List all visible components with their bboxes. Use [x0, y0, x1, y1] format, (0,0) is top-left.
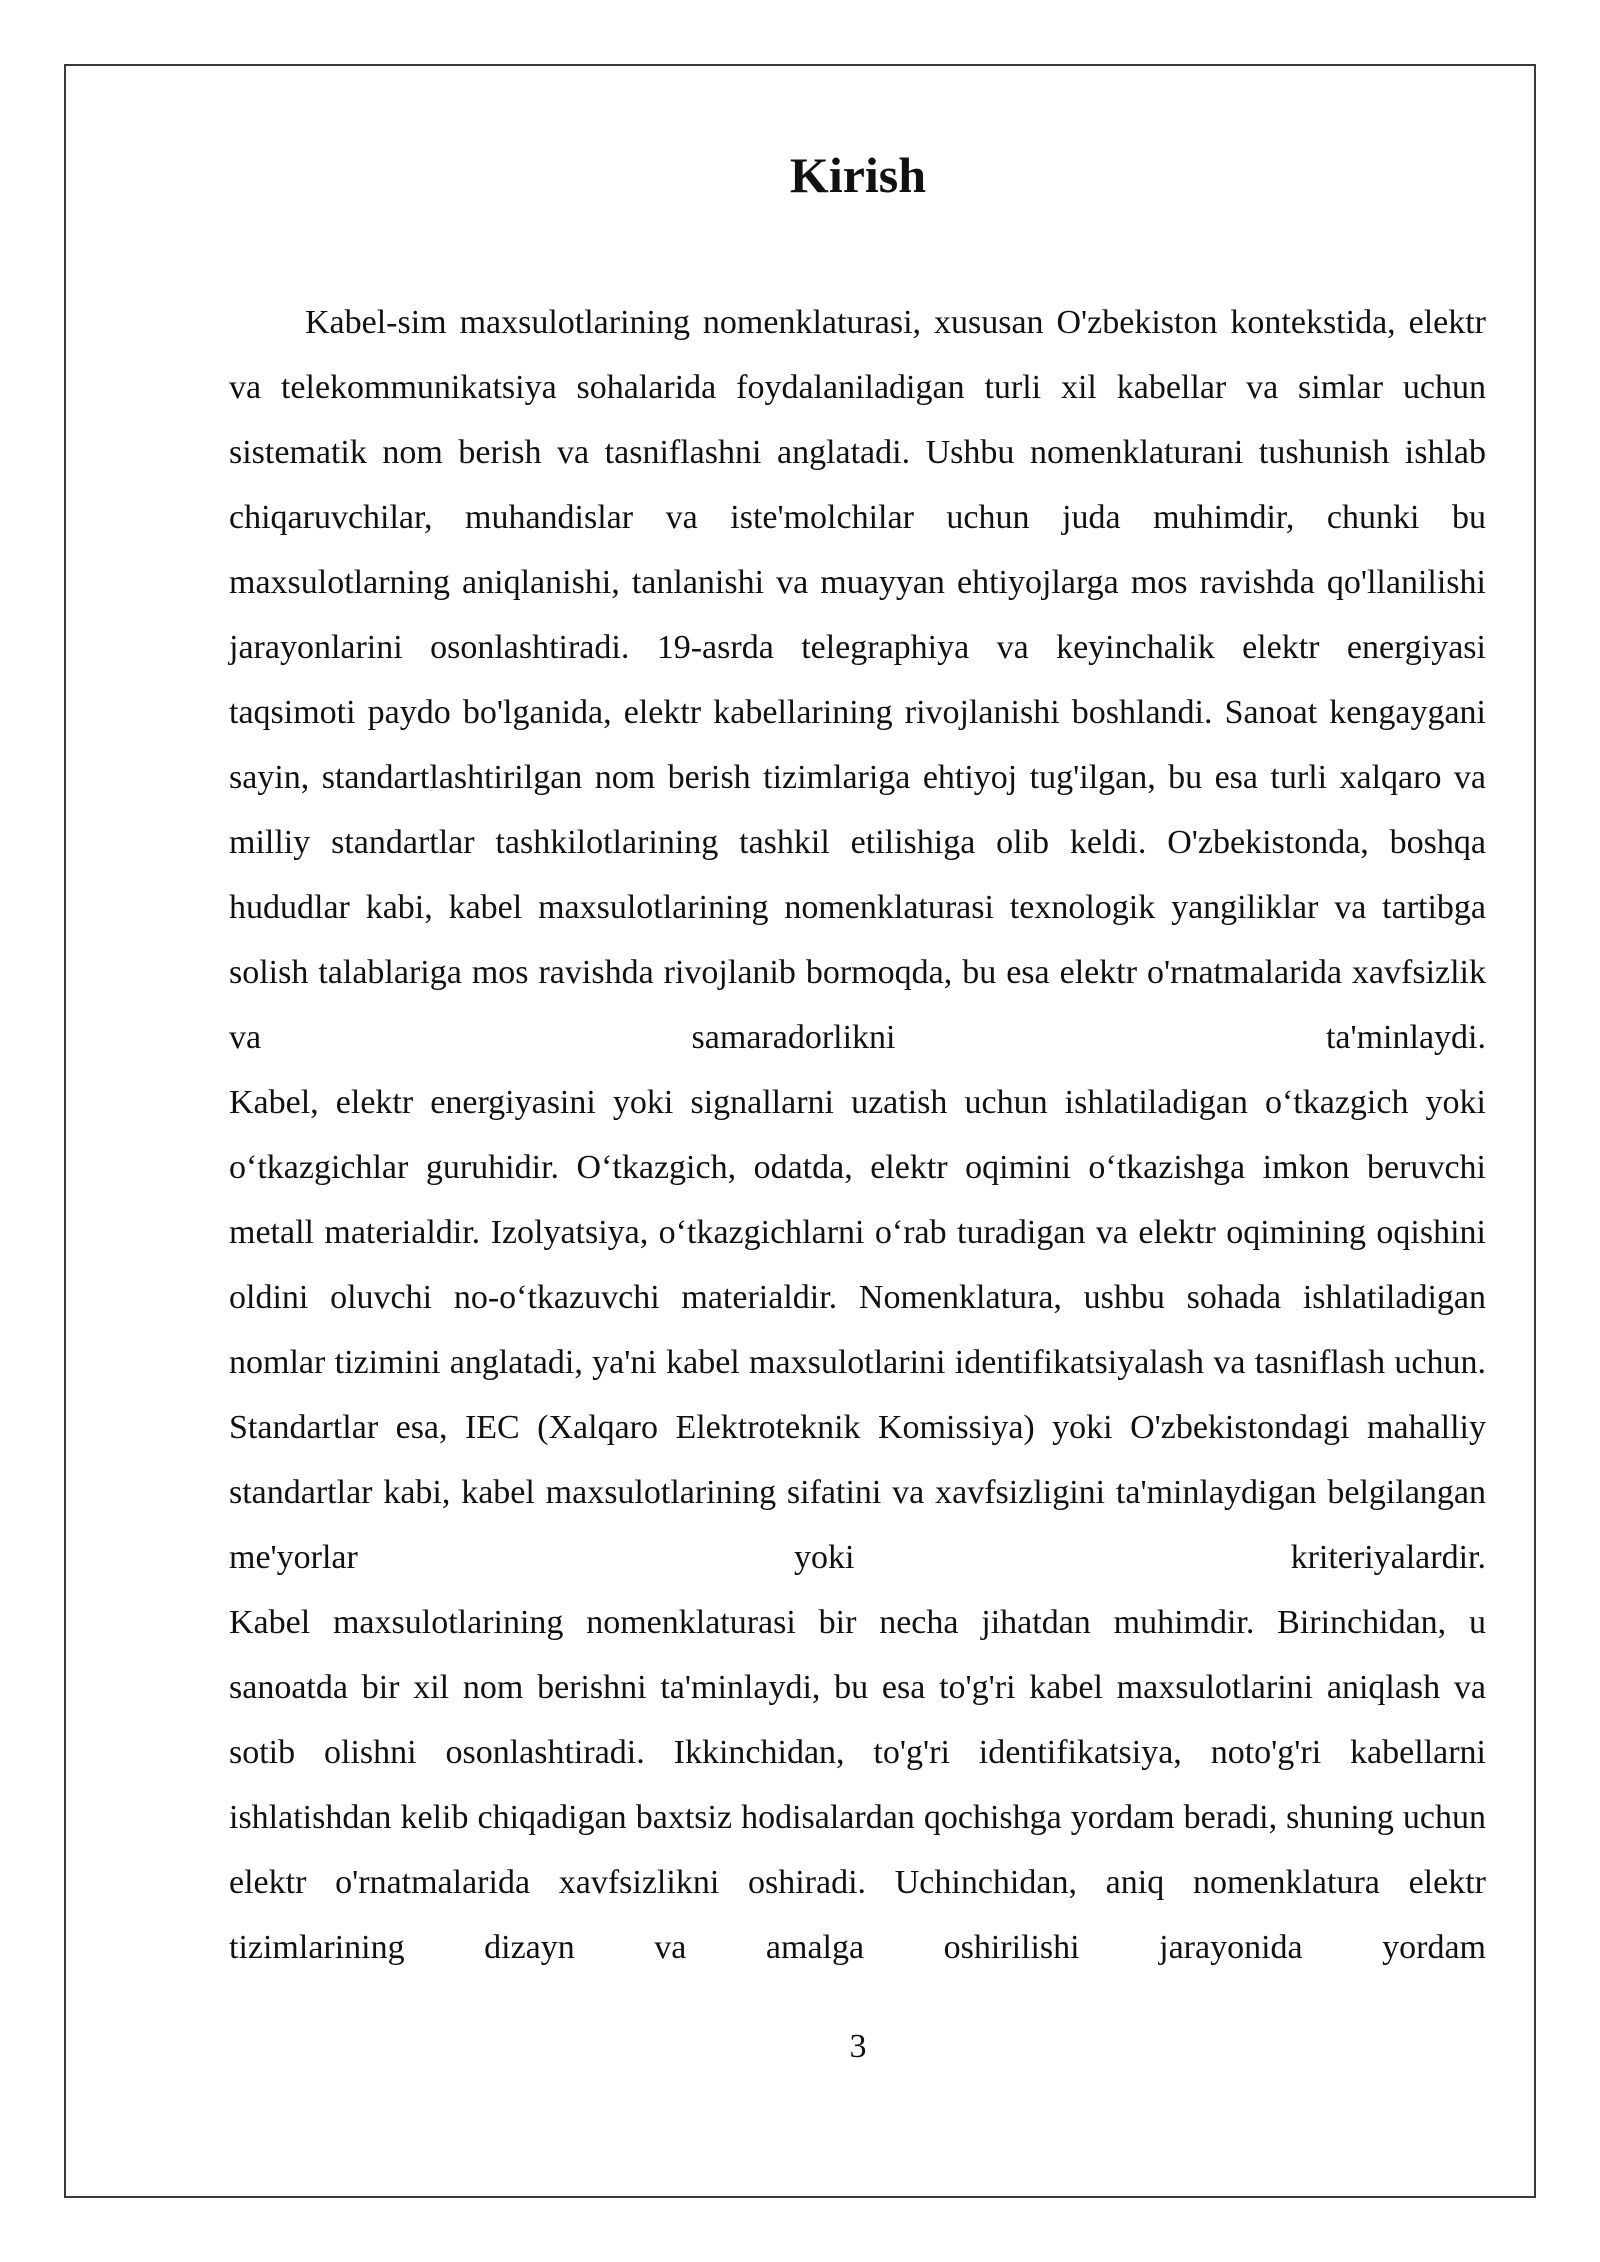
paragraph-3: Kabel maxsulotlarining nomenklaturasi bir necha jihatdan muhimdir. Birinchidan, u sanoatda bir xil nom berishni ta'minlaydi, bu esa to'g'ri kabel maxsulotlarini aniqlash va sotib olishni osonlashtiradi. Ikkinchidan, to'g'ri identifikatsiya, noto'g'ri kabellarni ishlatishdan kelib chiqadigan baxtsiz hodisalardan qochishga yordam beradi, shuning uchun elektr o'rnatmalarida xavfsizlikni oshiradi. Uchinchidan, aniq nomenklatura elektr tizimlarining dizayn va amalga oshirilishi jarayonida yordam [229, 1604, 1486, 1966]
page-number: 3 [849, 2028, 867, 2065]
paragraph-2: Kabel, elektr energiyasini yoki signallarni uzatish uchun ishlatiladigan o‘tkazgich yoki o‘tkazgichlar guruhidir. O‘tkazgich, odatda, elektr oqimini o‘tkazishga imkon beruvchi metall materialdir. Izolyatsiya, o‘tkazgichlarni o‘rab turadigan va elektr oqimining oqishini oldini oluvchi no-o‘tkazuvchi materialdir. Nomenklatura, ushbu sohada ishlatiladigan nomlar tizimini anglatadi, ya'ni kabel maxsulotlarini identifikatsiyalash va tasniflash uchun. Standartlar esa, IEC (Xalqaro Elektroteknik Komissiya) yoki O'zbekistondagi mahalliy standartlar kabi, kabel maxsulotlarining sifatini va xavfsizligini ta'minlaydigan belgilangan me'yorlar yoki kriteriyalardir. [229, 1084, 1486, 1576]
page-title: Kirish [789, 147, 927, 203]
paragraph-1: Kabel-sim maxsulotlarining nomenklaturasi, xususan O'zbekiston kontekstida, elektr va telekommunikatsiya sohalarida foydalaniladigan turli xil kabellar va simlar uchun sistematik nom berish va tasniflashni anglatadi. Ushbu nomenklaturani tushunish ishlab chiqaruvchilar, muhandislar va iste'molchilar uchun juda muhimdir, chunki bu maxsulotlarning aniqlanishi, tanlanishi va muayyan ehtiyojlarga mos ravishda qo'llanilishi jarayonlarini osonlashtiradi. 19-asrda telegraphiya va keyinchalik elektr energiyasi taqsimoti paydo bo'lganida, elektr kabellarining rivojlanishi boshlandi. Sanoat kengaygani sayin, standartlashtirilgan nom berish tizimlariga ehtiyoj tug'ilgan, bu esa turli xalqaro va milliy standartlar tashkilotlarining tashkil etilishiga olib keldi. O'zbekistonda, boshqa hududlar kabi, kabel maxsulotlarining nomenklaturasi texnologik yangiliklar va tartibga solish talablariga mos ravishda rivojlanib bormoqda, bu esa elektr o'rnatmalarida xavfsizlik va samaradorlikni ta'minlaydi. [229, 304, 1486, 1056]
document-body [229, 290, 1486, 1980]
